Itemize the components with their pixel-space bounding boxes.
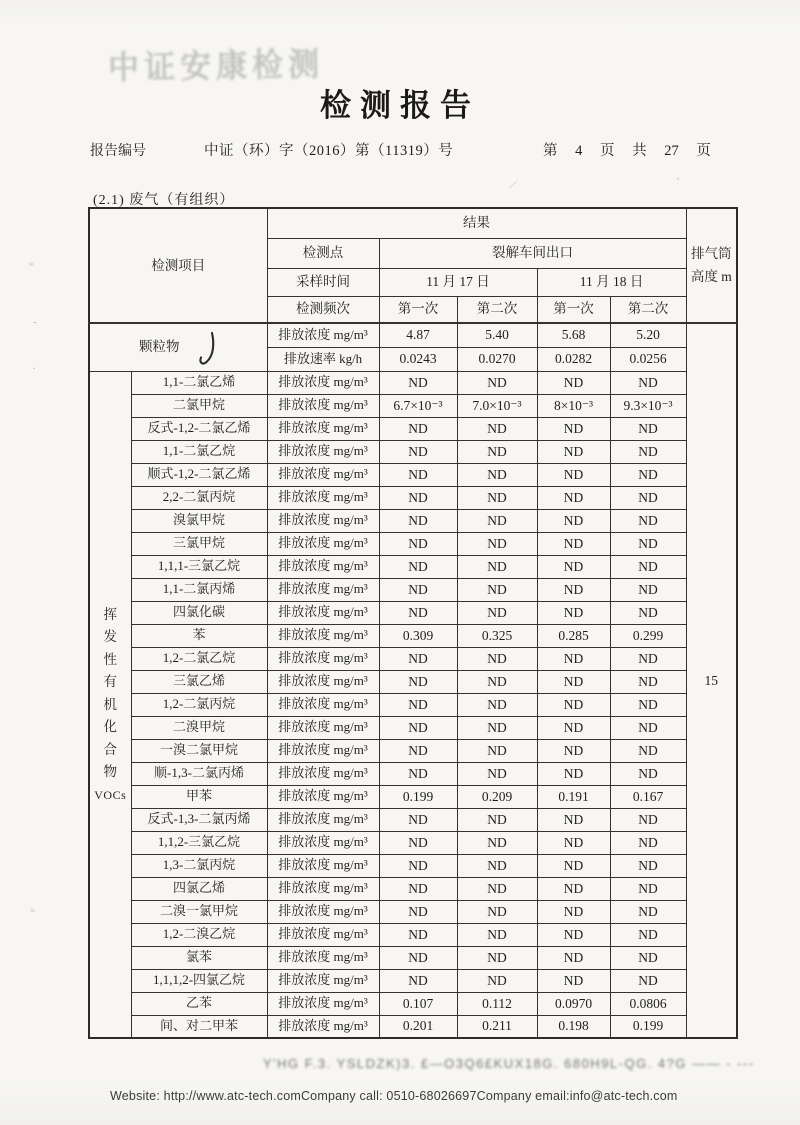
value-cell: ND xyxy=(537,854,610,877)
value-cell: ND xyxy=(610,808,686,831)
value-cell: 0.299 xyxy=(610,624,686,647)
param-cell: 排放浓度 mg/m³ xyxy=(267,532,379,555)
value-cell: ND xyxy=(610,417,686,440)
value-cell: 0.0806 xyxy=(610,992,686,1015)
page-indicator: 第 4 页 共 27 页 xyxy=(543,143,711,159)
item-name-cell: 1,1-二氯乙烷 xyxy=(131,440,267,463)
value-cell: ND xyxy=(457,486,537,509)
header-date: 11 月 17 日 xyxy=(379,268,537,296)
value-cell: ND xyxy=(379,923,457,946)
value-cell: ND xyxy=(457,716,537,739)
report-no-label: 报告编号 xyxy=(90,144,146,159)
fax-smudge-line: Y'HG F.3. YSLDZK)3. £—O3Q6£KUX18G. 680H9L-QG. 4?G —— - --- xyxy=(263,1056,755,1071)
header-date: 11 月 18 日 xyxy=(537,268,686,296)
item-name-cell: 溴氯甲烷 xyxy=(131,509,267,532)
value-cell: ND xyxy=(537,440,610,463)
param-cell: 排放浓度 mg/m³ xyxy=(267,716,379,739)
item-name-cell: 2,2-二氯丙烷 xyxy=(131,486,267,509)
param-cell: 排放浓度 mg/m³ xyxy=(267,486,379,509)
value-cell: ND xyxy=(379,693,457,716)
item-name-cell: 二溴一氯甲烷 xyxy=(131,900,267,923)
item-name-cell: 间、对二甲苯 xyxy=(131,1015,267,1038)
item-name-cell: 1,1,2-三氯乙烷 xyxy=(131,831,267,854)
param-cell: 排放浓度 mg/m³ xyxy=(267,785,379,808)
param-cell: 排放浓度 mg/m³ xyxy=(267,417,379,440)
value-cell: ND xyxy=(457,693,537,716)
scan-artifact: - xyxy=(33,316,37,328)
value-cell: ND xyxy=(610,486,686,509)
value-cell: ND xyxy=(537,509,610,532)
value-cell: ND xyxy=(537,532,610,555)
footer-contact-line: Website: http://www.atc-tech.comCompany call: 0510-68026697Company email:info@atc-tech.com xyxy=(110,1089,678,1103)
param-cell: 排放浓度 mg/m³ xyxy=(267,1015,379,1038)
param-cell: 排放浓度 mg/m³ xyxy=(267,509,379,532)
value-cell: ND xyxy=(457,578,537,601)
value-cell: ND xyxy=(537,670,610,693)
value-cell: ND xyxy=(610,509,686,532)
value-cell: ND xyxy=(457,923,537,946)
value-cell: 0.167 xyxy=(610,785,686,808)
header-freq: 第一次 xyxy=(537,296,610,323)
value-cell: ND xyxy=(610,555,686,578)
value-cell: ND xyxy=(457,601,537,624)
value-cell: ND xyxy=(610,969,686,992)
value-cell: ND xyxy=(457,440,537,463)
value-cell: ND xyxy=(610,647,686,670)
value-cell: ND xyxy=(610,854,686,877)
param-cell: 排放浓度 mg/m³ xyxy=(267,463,379,486)
item-name-cell: 二氯甲烷 xyxy=(131,394,267,417)
param-cell: 排放浓度 mg/m³ xyxy=(267,808,379,831)
item-name-cell: 顺-1,3-二氯丙烯 xyxy=(131,762,267,785)
value-cell: ND xyxy=(537,877,610,900)
scan-artifact: ⁄ xyxy=(510,176,516,193)
value-cell: ND xyxy=(457,762,537,785)
item-name-cell: 1,1-二氯丙烯 xyxy=(131,578,267,601)
value-cell: ND xyxy=(379,808,457,831)
param-cell: 排放浓度 mg/m³ xyxy=(267,394,379,417)
item-name-cell: 苯 xyxy=(131,624,267,647)
item-name-cell: 1,1,1,2-四氯乙烷 xyxy=(131,969,267,992)
value-cell: ND xyxy=(379,601,457,624)
value-cell: 4.87 xyxy=(379,323,457,347)
value-cell: ND xyxy=(457,670,537,693)
handwritten-check-mark xyxy=(180,338,218,353)
item-name-cell: 1,1-二氯乙烯 xyxy=(131,371,267,394)
value-cell: ND xyxy=(379,831,457,854)
param-cell: 排放浓度 mg/m³ xyxy=(267,693,379,716)
report-no-value: 中证（环）字（2016）第（11319）号 xyxy=(204,143,454,159)
param-cell: 排放浓度 mg/m³ xyxy=(267,900,379,923)
scan-artifact: ` xyxy=(676,175,681,190)
value-cell: 0.0970 xyxy=(537,992,610,1015)
value-cell: ND xyxy=(379,509,457,532)
param-cell: 排放浓度 mg/m³ xyxy=(267,624,379,647)
header-time-label: 采样时间 xyxy=(267,268,379,296)
item-name-cell: 一溴二氯甲烷 xyxy=(131,739,267,762)
item-name-cell: 甲苯 xyxy=(131,785,267,808)
stack-height-value: 15 xyxy=(686,323,737,1038)
param-cell: 排放浓度 mg/m³ xyxy=(267,555,379,578)
item-name-cell: 三氯甲烷 xyxy=(131,532,267,555)
value-cell: ND xyxy=(379,486,457,509)
value-cell: ND xyxy=(610,762,686,785)
value-cell: ND xyxy=(379,647,457,670)
scan-artifact: ≡ xyxy=(29,904,36,916)
value-cell: 0.325 xyxy=(457,624,537,647)
item-name-cell: 氯苯 xyxy=(131,946,267,969)
value-cell: ND xyxy=(537,900,610,923)
header-stack-height: 排气筒 高度 m xyxy=(686,208,737,323)
value-cell: ND xyxy=(537,371,610,394)
company-stamp: 中证安康检测 xyxy=(107,45,325,86)
value-cell: ND xyxy=(457,877,537,900)
value-cell: ND xyxy=(457,831,537,854)
item-name-cell: 1,1,1-三氯乙烷 xyxy=(131,555,267,578)
value-cell: ND xyxy=(537,923,610,946)
value-cell: ND xyxy=(379,578,457,601)
value-cell: ND xyxy=(379,739,457,762)
value-cell: ND xyxy=(537,831,610,854)
results-table xyxy=(88,207,738,1039)
param-cell: 排放浓度 mg/m³ xyxy=(267,831,379,854)
value-cell: ND xyxy=(537,601,610,624)
value-cell: ND xyxy=(457,900,537,923)
value-cell: 0.199 xyxy=(610,1015,686,1038)
value-cell: ND xyxy=(379,854,457,877)
value-cell: ND xyxy=(537,555,610,578)
value-cell: ND xyxy=(610,578,686,601)
param-cell: 排放浓度 mg/m³ xyxy=(267,946,379,969)
value-cell: ND xyxy=(537,463,610,486)
section-heading: (2.1) 废气（有组织） xyxy=(93,193,235,208)
value-cell: ND xyxy=(610,532,686,555)
item-name-cell: 1,3-二氯丙烷 xyxy=(131,854,267,877)
value-cell: ND xyxy=(457,946,537,969)
item-name-cell: 1,2-二氯乙烷 xyxy=(131,647,267,670)
item-name-cell: 四氯化碳 xyxy=(131,601,267,624)
value-cell: ND xyxy=(457,417,537,440)
item-name-cell: 顺式-1,2-二氯乙烯 xyxy=(131,463,267,486)
value-cell: 0.199 xyxy=(379,785,457,808)
value-cell: ND xyxy=(610,670,686,693)
param-cell: 排放浓度 mg/m³ xyxy=(267,670,379,693)
value-cell: 0.191 xyxy=(537,785,610,808)
value-cell: ND xyxy=(379,463,457,486)
value-cell: ND xyxy=(457,509,537,532)
value-cell: 0.112 xyxy=(457,992,537,1015)
value-cell: ND xyxy=(457,463,537,486)
param-cell: 排放浓度 mg/m³ xyxy=(267,601,379,624)
header-result: 结果 xyxy=(267,208,686,238)
particulate-name-cell xyxy=(89,323,267,371)
value-cell: 0.0270 xyxy=(457,347,537,371)
header-freq: 第二次 xyxy=(610,296,686,323)
value-cell: ND xyxy=(537,739,610,762)
item-name-cell: 1,2-二氯丙烷 xyxy=(131,693,267,716)
header-point-value: 裂解车间出口 xyxy=(379,238,686,268)
value-cell: ND xyxy=(610,601,686,624)
value-cell: ND xyxy=(610,716,686,739)
item-name-cell: 反式-1,2-二氯乙烯 xyxy=(131,417,267,440)
value-cell: ND xyxy=(610,371,686,394)
header-freq-label: 检测频次 xyxy=(267,296,379,323)
value-cell: 7.0×10⁻³ xyxy=(457,394,537,417)
value-cell: ND xyxy=(537,486,610,509)
param-cell: 排放浓度 mg/m³ xyxy=(267,578,379,601)
param-cell: 排放浓度 mg/m³ xyxy=(267,923,379,946)
report-title: 检测报告 xyxy=(320,88,480,123)
value-cell: ND xyxy=(379,762,457,785)
value-cell: ND xyxy=(610,877,686,900)
value-cell: 6.7×10⁻³ xyxy=(379,394,457,417)
value-cell: ND xyxy=(457,739,537,762)
header-freq: 第一次 xyxy=(379,296,457,323)
scan-artifact: · xyxy=(32,361,36,375)
value-cell: ND xyxy=(610,900,686,923)
item-name-cell: 1,2-二溴乙烷 xyxy=(131,923,267,946)
value-cell: ND xyxy=(379,969,457,992)
value-cell: 8×10⁻³ xyxy=(537,394,610,417)
value-cell: 5.68 xyxy=(537,323,610,347)
value-cell: ND xyxy=(379,417,457,440)
value-cell: 0.285 xyxy=(537,624,610,647)
param-cell: 排放浓度 mg/m³ xyxy=(267,739,379,762)
value-cell: ND xyxy=(379,440,457,463)
value-cell: ND xyxy=(537,417,610,440)
value-cell: ND xyxy=(537,693,610,716)
param-cell: 排放浓度 mg/m³ xyxy=(267,877,379,900)
value-cell: ND xyxy=(457,854,537,877)
value-cell: ND xyxy=(379,946,457,969)
value-cell: ND xyxy=(610,923,686,946)
value-cell: ND xyxy=(537,969,610,992)
value-cell: ND xyxy=(457,969,537,992)
value-cell: ND xyxy=(610,440,686,463)
item-name-cell: 四氯乙烯 xyxy=(131,877,267,900)
value-cell: ND xyxy=(537,808,610,831)
particulate-label: 颗粒物 xyxy=(139,339,180,355)
item-name-cell: 二溴甲烷 xyxy=(131,716,267,739)
header-freq: 第二次 xyxy=(457,296,537,323)
param-cell: 排放速率 kg/h xyxy=(267,347,379,371)
value-cell: ND xyxy=(537,647,610,670)
item-name-cell: 乙苯 xyxy=(131,992,267,1015)
value-cell: ND xyxy=(610,463,686,486)
param-cell: 排放浓度 mg/m³ xyxy=(267,647,379,670)
value-cell: ND xyxy=(537,578,610,601)
value-cell: 5.20 xyxy=(610,323,686,347)
value-cell: 0.107 xyxy=(379,992,457,1015)
value-cell: ND xyxy=(457,532,537,555)
param-cell: 排放浓度 mg/m³ xyxy=(267,440,379,463)
value-cell: ND xyxy=(379,555,457,578)
header-item: 检测项目 xyxy=(89,208,267,323)
value-cell: ND xyxy=(537,762,610,785)
results-table-wrap xyxy=(88,207,738,1039)
value-cell: ND xyxy=(610,946,686,969)
value-cell: ND xyxy=(379,532,457,555)
value-cell: 0.309 xyxy=(379,624,457,647)
value-cell: 0.211 xyxy=(457,1015,537,1038)
value-cell: 0.209 xyxy=(457,785,537,808)
header-point-label: 检测点 xyxy=(267,238,379,268)
scan-artifact: ≈ xyxy=(28,258,35,270)
value-cell: ND xyxy=(379,716,457,739)
value-cell: ND xyxy=(610,831,686,854)
value-cell: ND xyxy=(457,555,537,578)
value-cell: ND xyxy=(610,693,686,716)
value-cell: 9.3×10⁻³ xyxy=(610,394,686,417)
value-cell: ND xyxy=(457,808,537,831)
param-cell: 排放浓度 mg/m³ xyxy=(267,762,379,785)
param-cell: 排放浓度 mg/m³ xyxy=(267,854,379,877)
value-cell: 5.40 xyxy=(457,323,537,347)
value-cell: ND xyxy=(379,371,457,394)
value-cell: 0.0282 xyxy=(537,347,610,371)
value-cell: ND xyxy=(379,900,457,923)
value-cell: 0.0243 xyxy=(379,347,457,371)
value-cell: ND xyxy=(379,670,457,693)
item-name-cell: 三氯乙烯 xyxy=(131,670,267,693)
value-cell: ND xyxy=(457,647,537,670)
param-cell: 排放浓度 mg/m³ xyxy=(267,371,379,394)
value-cell: ND xyxy=(537,946,610,969)
value-cell: ND xyxy=(457,371,537,394)
param-cell: 排放浓度 mg/m³ xyxy=(267,323,379,347)
value-cell: ND xyxy=(379,877,457,900)
value-cell: ND xyxy=(537,716,610,739)
param-cell: 排放浓度 mg/m³ xyxy=(267,992,379,1015)
value-cell: 0.198 xyxy=(537,1015,610,1038)
value-cell: 0.0256 xyxy=(610,347,686,371)
param-cell: 排放浓度 mg/m³ xyxy=(267,969,379,992)
value-cell: 0.201 xyxy=(379,1015,457,1038)
item-name-cell: 反式-1,3-二氯丙烯 xyxy=(131,808,267,831)
voc-group-label: 挥 发 性 有 机 化 合 物 VOCs xyxy=(89,371,131,1038)
value-cell: ND xyxy=(610,739,686,762)
